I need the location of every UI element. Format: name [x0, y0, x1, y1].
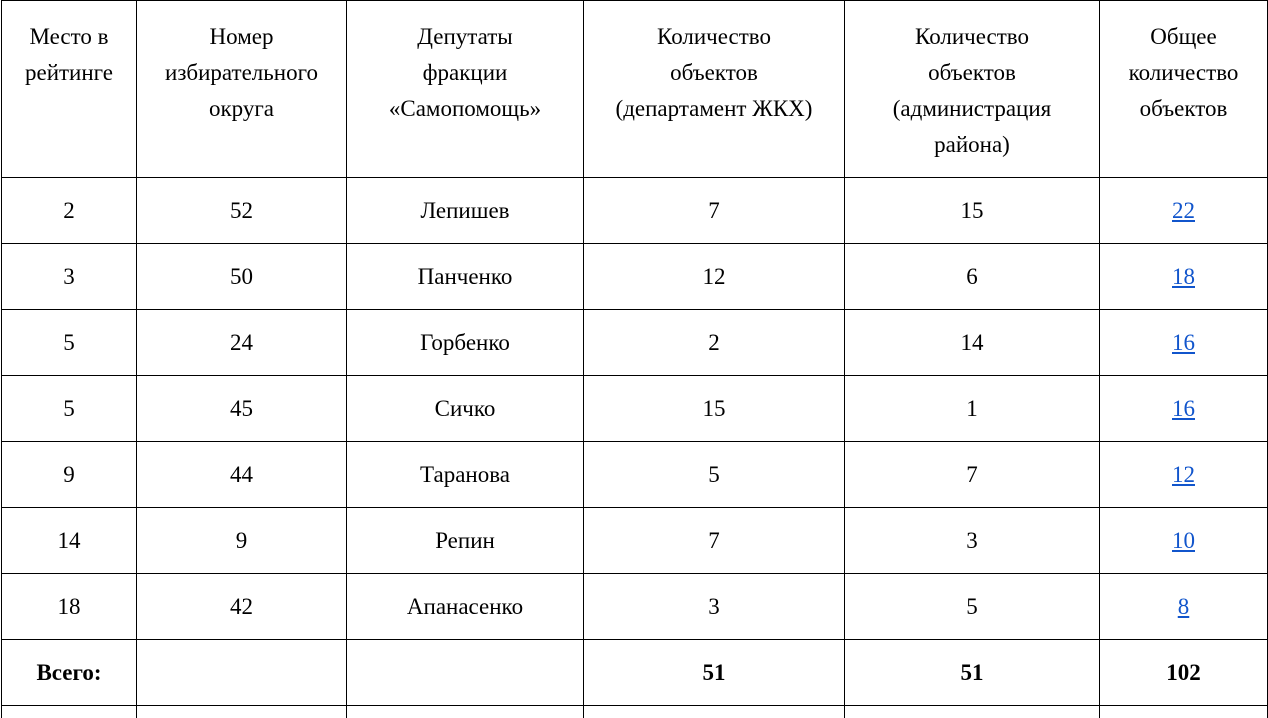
cell-place: 5 [2, 310, 137, 376]
cell-total [1100, 178, 1268, 244]
cell-admin: 3 [845, 508, 1100, 574]
cell-total [1100, 442, 1268, 508]
cell-deputy: Апанасенко [347, 574, 584, 640]
cell-total [1100, 574, 1268, 640]
table-row [2, 508, 1268, 574]
total-link[interactable]: 8 [1178, 594, 1190, 619]
cell-deputy: Лепишев [347, 178, 584, 244]
cell-housing: 7 [584, 508, 845, 574]
cell-place: 3 [2, 244, 137, 310]
cell-admin: 14 [845, 310, 1100, 376]
cell-total [1100, 508, 1268, 574]
cell-district: 9 [137, 508, 347, 574]
totals-housing: 51 [584, 640, 845, 706]
cell-housing: 5 [584, 442, 845, 508]
totals-total: 102 [1100, 640, 1268, 706]
cell-housing: 15 [584, 376, 845, 442]
cell-district: 50 [137, 244, 347, 310]
table-row [2, 574, 1268, 640]
cell-place: 2 [2, 178, 137, 244]
totals-admin: 51 [845, 640, 1100, 706]
cell-district: 45 [137, 376, 347, 442]
cell-housing: 12 [584, 244, 845, 310]
cell-deputy: Сичко [347, 376, 584, 442]
cell-admin: 1 [845, 376, 1100, 442]
cell-total [1100, 310, 1268, 376]
total-link[interactable]: 12 [1172, 462, 1195, 487]
table-row [2, 178, 1268, 244]
cell-district: 44 [137, 442, 347, 508]
cell-district: 24 [137, 310, 347, 376]
cell-housing: 3 [584, 574, 845, 640]
cell-total [1100, 244, 1268, 310]
totals-deputy [347, 640, 584, 706]
cell-admin: 7 [845, 442, 1100, 508]
cell-deputy: Репин [347, 508, 584, 574]
table-row [2, 244, 1268, 310]
cell-district: 52 [137, 178, 347, 244]
table-header-row [2, 1, 1268, 178]
cell-admin: 6 [845, 244, 1100, 310]
cell-place: 9 [2, 442, 137, 508]
table-row [2, 310, 1268, 376]
totals-label: Всего: [2, 640, 137, 706]
total-link[interactable]: 16 [1172, 330, 1195, 355]
cell-total [1100, 376, 1268, 442]
totals-row [2, 640, 1268, 706]
cell-housing: 2 [584, 310, 845, 376]
table-row [2, 442, 1268, 508]
total-link[interactable]: 10 [1172, 528, 1195, 553]
header-admin-objects: Количество объектов (администрация района) [845, 1, 1100, 178]
cell-housing: 7 [584, 178, 845, 244]
total-link[interactable]: 22 [1172, 198, 1195, 223]
table-row [2, 376, 1268, 442]
cell-place: 14 [2, 508, 137, 574]
totals-district [137, 640, 347, 706]
cell-place: 5 [2, 376, 137, 442]
cell-deputy: Панченко [347, 244, 584, 310]
total-link[interactable]: 18 [1172, 264, 1195, 289]
cell-admin: 15 [845, 178, 1100, 244]
header-district: Номер избирательного округа [137, 1, 347, 178]
cell-deputy: Таранова [347, 442, 584, 508]
header-deputy: Депутаты фракции «Самопомощь» [347, 1, 584, 178]
cell-deputy: Горбенко [347, 310, 584, 376]
cell-place: 18 [2, 574, 137, 640]
rating-table [1, 0, 1268, 718]
header-place: Место в рейтинге [2, 1, 137, 178]
header-housing-objects: Количество объектов (департамент ЖКХ) [584, 1, 845, 178]
cell-district: 42 [137, 574, 347, 640]
total-link[interactable]: 16 [1172, 396, 1195, 421]
cell-admin: 5 [845, 574, 1100, 640]
header-total-objects: Общее количество объектов [1100, 1, 1268, 178]
